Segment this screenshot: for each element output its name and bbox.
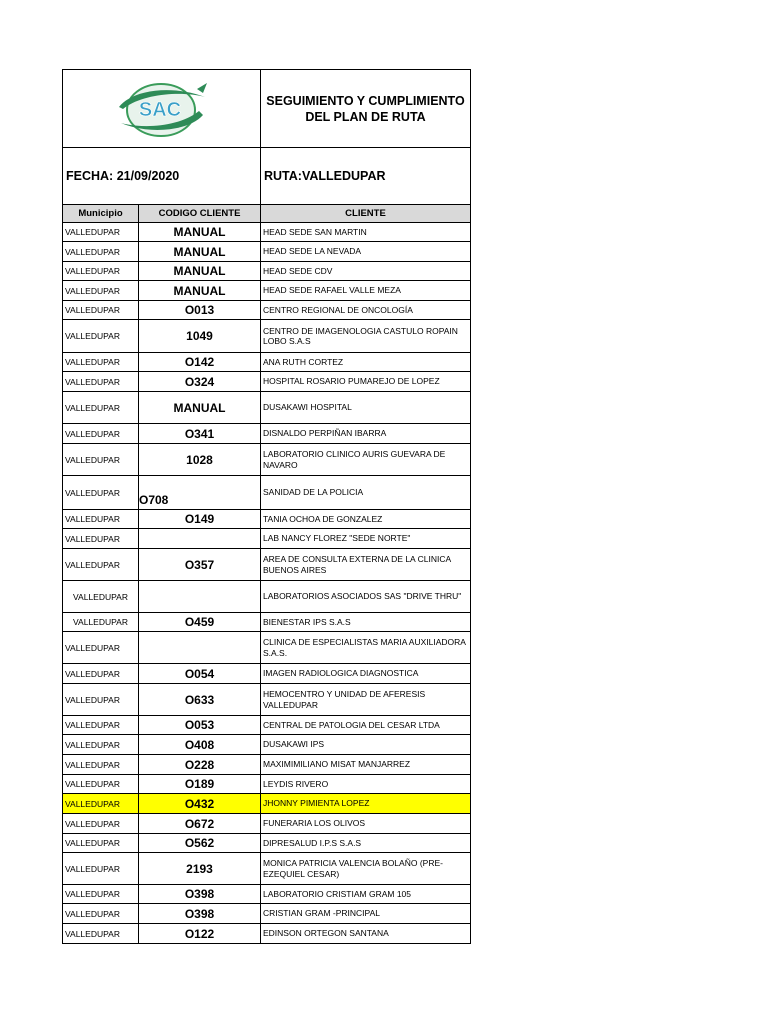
codigo-cliente-cell: MANUAL	[139, 262, 261, 281]
codigo-cliente-cell: O398	[139, 885, 261, 904]
logo-text: SAC	[138, 98, 181, 121]
codigo-cliente-cell: O398	[139, 904, 261, 924]
table-row	[63, 444, 471, 476]
table-row	[63, 320, 471, 353]
municipio-cell: VALLEDUPAR	[63, 392, 139, 424]
table-row	[63, 834, 471, 853]
codigo-cliente-cell: O341	[139, 424, 261, 444]
cliente-cell: ANA RUTH CORTEZ	[261, 353, 471, 372]
codigo-cliente-cell	[139, 581, 261, 613]
table-row	[63, 755, 471, 775]
table-row	[63, 775, 471, 794]
table-row	[63, 372, 471, 392]
municipio-cell: VALLEDUPAR	[63, 904, 139, 924]
municipio-cell: VALLEDUPAR	[63, 664, 139, 684]
municipio-cell: VALLEDUPAR	[63, 853, 139, 885]
table-row	[63, 262, 471, 281]
route-plan-sheet	[62, 69, 471, 944]
codigo-cliente-cell: O189	[139, 775, 261, 794]
cliente-cell: AREA DE CONSULTA EXTERNA DE LA CLINICA BUENOS AIRES	[261, 549, 471, 581]
table-row	[63, 242, 471, 262]
cliente-cell: DUSAKAWI IPS	[261, 735, 471, 755]
ruta-label: RUTA:VALLEDUPAR	[261, 148, 471, 205]
codigo-cliente-cell: O324	[139, 372, 261, 392]
column-header-cliente: CLIENTE	[261, 205, 471, 223]
table-row	[63, 353, 471, 372]
table-row	[63, 664, 471, 684]
cliente-cell: HEAD SEDE SAN MARTIN	[261, 223, 471, 242]
table-row	[63, 476, 471, 510]
cliente-cell: HEAD SEDE RAFAEL VALLE MEZA	[261, 281, 471, 301]
table-row	[63, 281, 471, 301]
cliente-cell: TANIA OCHOA DE GONZALEZ	[261, 510, 471, 529]
table-row	[63, 684, 471, 716]
title-line-2: DEL PLAN DE RUTA	[305, 109, 426, 124]
cliente-cell: HOSPITAL ROSARIO PUMAREJO DE LOPEZ	[261, 372, 471, 392]
cliente-cell: CENTRO DE IMAGENOLOGIA CASTULO ROPAIN LOBO S.A.S	[261, 320, 471, 353]
municipio-cell: VALLEDUPAR	[63, 684, 139, 716]
municipio-cell: VALLEDUPAR	[63, 834, 139, 853]
table-row	[63, 904, 471, 924]
municipio-cell: VALLEDUPAR	[63, 632, 139, 664]
codigo-cliente-cell: MANUAL	[139, 392, 261, 424]
municipio-cell: VALLEDUPAR	[63, 924, 139, 944]
cliente-cell: HEMOCENTRO Y UNIDAD DE AFERESIS VALLEDUPAR	[261, 684, 471, 716]
column-header-codigo: CODIGO CLIENTE	[139, 205, 261, 223]
cliente-cell: DISNALDO PERPIÑAN IBARRA	[261, 424, 471, 444]
cliente-cell: DIPRESALUD I.P.S S.A.S	[261, 834, 471, 853]
column-header-municipio: Municipio	[63, 205, 139, 223]
cliente-cell: SANIDAD DE LA POLICIA	[261, 476, 471, 510]
table-row	[63, 853, 471, 885]
municipio-cell: VALLEDUPAR	[63, 794, 139, 814]
municipio-cell: VALLEDUPAR	[63, 320, 139, 353]
municipio-cell: VALLEDUPAR	[63, 755, 139, 775]
cliente-cell: CLINICA DE ESPECIALISTAS MARIA AUXILIADORA S.A.S.	[261, 632, 471, 664]
municipio-cell: VALLEDUPAR	[63, 424, 139, 444]
fecha-label: FECHA: 21/09/2020	[63, 148, 261, 205]
title-line-1: SEGUIMIENTO Y CUMPLIMIENTO	[266, 93, 465, 108]
sac-logo	[113, 79, 211, 139]
codigo-cliente-cell: O708	[139, 476, 261, 510]
codigo-cliente-cell: O633	[139, 684, 261, 716]
table-row	[63, 632, 471, 664]
table-row	[63, 424, 471, 444]
municipio-cell: VALLEDUPAR	[63, 281, 139, 301]
table-row	[63, 814, 471, 834]
table-row	[63, 735, 471, 755]
table-row	[63, 885, 471, 904]
municipio-cell: VALLEDUPAR	[63, 510, 139, 529]
municipio-cell: VALLEDUPAR	[63, 775, 139, 794]
codigo-cliente-cell: O562	[139, 834, 261, 853]
cliente-cell: DUSAKAWI HOSPITAL	[261, 392, 471, 424]
table-header	[63, 205, 471, 223]
municipio-cell: VALLEDUPAR	[63, 613, 139, 632]
codigo-cliente-cell: 2193	[139, 853, 261, 885]
codigo-cliente-cell	[139, 529, 261, 549]
cliente-cell: LABORATORIOS ASOCIADOS SAS "DRIVE THRU"	[261, 581, 471, 613]
codigo-cliente-cell: 1049	[139, 320, 261, 353]
cliente-cell: MONICA PATRICIA VALENCIA BOLAÑO (PRE-EZEQUIEL CESAR)	[261, 853, 471, 885]
codigo-cliente-cell: O228	[139, 755, 261, 775]
municipio-cell: VALLEDUPAR	[63, 529, 139, 549]
municipio-cell: VALLEDUPAR	[63, 716, 139, 735]
table-row	[63, 301, 471, 320]
table-row	[63, 794, 471, 814]
cliente-cell: BIENESTAR IPS S.A.S	[261, 613, 471, 632]
municipio-cell: VALLEDUPAR	[63, 242, 139, 262]
table-body	[63, 223, 471, 944]
cliente-cell: CENTRO REGIONAL DE ONCOLOGÍA	[261, 301, 471, 320]
codigo-cliente-cell: 1028	[139, 444, 261, 476]
codigo-cliente-cell	[139, 632, 261, 664]
cliente-cell: CRISTIAN GRAM -PRINCIPAL	[261, 904, 471, 924]
municipio-cell: VALLEDUPAR	[63, 372, 139, 392]
logo-cell	[63, 70, 261, 148]
table-row	[63, 613, 471, 632]
codigo-cliente-cell: O122	[139, 924, 261, 944]
cliente-cell: EDINSON ORTEGON SANTANA	[261, 924, 471, 944]
cliente-cell: LEYDIS RIVERO	[261, 775, 471, 794]
codigo-cliente-cell: O408	[139, 735, 261, 755]
codigo-cliente-cell: O459	[139, 613, 261, 632]
municipio-cell: VALLEDUPAR	[63, 301, 139, 320]
municipio-cell: VALLEDUPAR	[63, 476, 139, 510]
codigo-cliente-cell: O142	[139, 353, 261, 372]
table-row	[63, 716, 471, 735]
municipio-cell: VALLEDUPAR	[63, 262, 139, 281]
document-title	[261, 70, 471, 148]
cliente-cell: HEAD SEDE LA NEVADA	[261, 242, 471, 262]
codigo-cliente-cell: MANUAL	[139, 223, 261, 242]
table-row	[63, 924, 471, 944]
codigo-cliente-cell: O432	[139, 794, 261, 814]
municipio-cell: VALLEDUPAR	[63, 353, 139, 372]
cliente-cell: HEAD SEDE CDV	[261, 262, 471, 281]
municipio-cell: VALLEDUPAR	[63, 549, 139, 581]
cliente-cell: LAB NANCY FLOREZ "SEDE NORTE"	[261, 529, 471, 549]
cliente-cell: IMAGEN RADIOLOGICA DIAGNOSTICA	[261, 664, 471, 684]
cliente-cell: LABORATORIO CRISTIAM GRAM 105	[261, 885, 471, 904]
cliente-cell: CENTRAL DE PATOLOGIA DEL CESAR LTDA	[261, 716, 471, 735]
codigo-cliente-cell: O013	[139, 301, 261, 320]
table-row	[63, 549, 471, 581]
municipio-cell: VALLEDUPAR	[63, 444, 139, 476]
cliente-cell: MAXIMIMILIANO MISAT MANJARREZ	[261, 755, 471, 775]
table-row	[63, 510, 471, 529]
header-row	[63, 70, 471, 148]
cliente-cell: FUNERARIA LOS OLIVOS	[261, 814, 471, 834]
table-row	[63, 392, 471, 424]
cliente-cell: JHONNY PIMIENTA LOPEZ	[261, 794, 471, 814]
codigo-cliente-cell: O149	[139, 510, 261, 529]
codigo-cliente-cell: O054	[139, 664, 261, 684]
municipio-cell: VALLEDUPAR	[63, 735, 139, 755]
cliente-cell: LABORATORIO CLINICO AURIS GUEVARA DE NAVARO	[261, 444, 471, 476]
codigo-cliente-cell: O357	[139, 549, 261, 581]
table-row	[63, 223, 471, 242]
municipio-cell: VALLEDUPAR	[63, 223, 139, 242]
municipio-cell: VALLEDUPAR	[63, 814, 139, 834]
codigo-cliente-cell: MANUAL	[139, 281, 261, 301]
municipio-cell: VALLEDUPAR	[63, 581, 139, 613]
codigo-cliente-cell: MANUAL	[139, 242, 261, 262]
codigo-cliente-cell: O672	[139, 814, 261, 834]
codigo-cliente-cell: O053	[139, 716, 261, 735]
table-row	[63, 581, 471, 613]
municipio-cell: VALLEDUPAR	[63, 885, 139, 904]
table-row	[63, 529, 471, 549]
meta-row	[63, 148, 471, 205]
